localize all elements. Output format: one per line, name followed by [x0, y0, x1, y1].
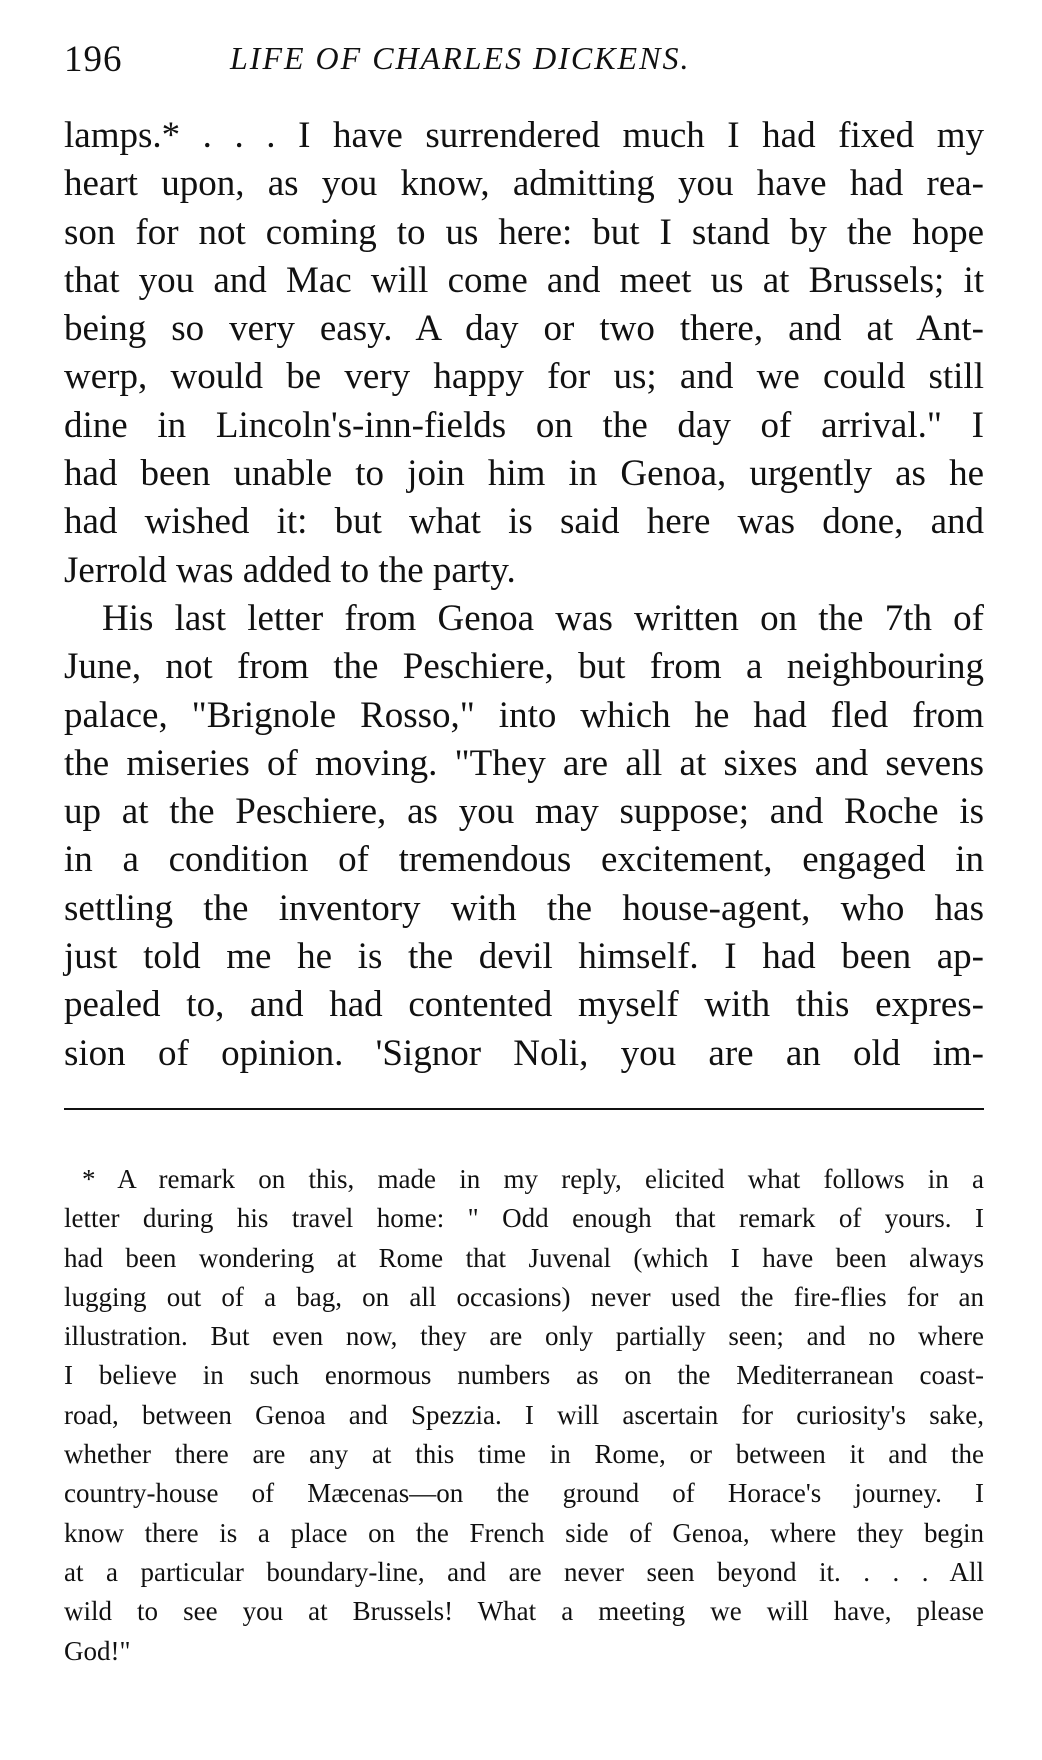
body-line: June, not from the Peschiere, but from a neighbouring: [64, 646, 984, 688]
body-line: lamps.* . . . I have surrendered much I had fixed my: [64, 115, 984, 156]
footnote-line: had been wondering at Rome that Juvenal (which I have been always: [64, 1242, 984, 1273]
body-line: had been unable to join him in Genoa, urgently as he: [64, 453, 984, 495]
body-text: [64, 112, 984, 1078]
body-line: up at the Peschiere, as you may suppose; and Roche is: [64, 791, 984, 833]
body-line: palace, "Brignole Rosso," into which he had fled from: [64, 694, 984, 736]
body-line: werp, would be very happy for us; and we could still: [64, 356, 984, 398]
body-line: that you and Mac will come and meet us at Brussels; it: [64, 259, 984, 301]
footnote-divider: [64, 1108, 984, 1110]
body-line: His last letter from Genoa was written on the 7th of: [102, 597, 984, 639]
body-line: the miseries of moving. "They are all at sixes and sevens: [64, 742, 984, 784]
body-line: had wished it: but what is said here was done, and: [64, 501, 984, 543]
footnote-line: road, between Genoa and Spezzia. I will ascertain for curiosity's sake,: [64, 1399, 984, 1430]
footnote-line: lugging out of a bag, on all occasions) never used the fire-flies for an: [64, 1281, 984, 1312]
footnote-line: illustration. But even now, they are only partially seen; and no where: [64, 1321, 984, 1352]
body-line: Jerrold was added to the party.: [64, 549, 516, 591]
body-line: being so very easy. A day or two there, and at Ant-: [64, 308, 984, 350]
footnote-line: wild to see you at Brussels! What a meeting we will have, please: [64, 1596, 984, 1627]
body-line: pealed to, and had contented myself with this expres-: [64, 984, 984, 1026]
footnote-line: I believe in such enormous numbers as on the Mediterranean coast-: [64, 1360, 984, 1391]
body-line: sion of opinion. 'Signor Noli, you are an old im-: [64, 1032, 984, 1074]
footnote-line: letter during his travel home: " Odd enough that remark of yours. I: [64, 1203, 984, 1234]
running-title: LIFE OF CHARLES DICKENS.: [230, 40, 691, 76]
footnote-line: * A remark on this, made in my reply, elicited what follows in a: [82, 1164, 984, 1194]
body-line: dine in Lincoln's-inn-fields on the day of arrival." I: [64, 404, 984, 446]
footnote-line: at a particular boundary-line, and are never seen beyond it. . . . All: [64, 1556, 984, 1587]
page-number: 196: [64, 39, 123, 80]
footnote-line: God!": [64, 1635, 131, 1666]
body-line: heart upon, as you know, admitting you have had rea-: [64, 163, 984, 205]
footnote: [64, 1160, 984, 1671]
body-line: son for not coming to us here: but I stand by the hope: [64, 211, 984, 253]
body-line: in a condition of tremendous excitement, engaged in: [64, 839, 984, 881]
body-line: settling the inventory with the house-agent, who has: [64, 887, 984, 929]
footnote-line: whether there are any at this time in Rome, or between it and the: [64, 1439, 984, 1470]
running-head: [64, 38, 984, 88]
body-line: just told me he is the devil himself. I had been ap-: [64, 936, 984, 978]
footnote-line: know there is a place on the French side of Genoa, where they begin: [64, 1517, 984, 1548]
footnote-line: country-house of Mæcenas—on the ground of Horace's journey. I: [64, 1478, 984, 1509]
